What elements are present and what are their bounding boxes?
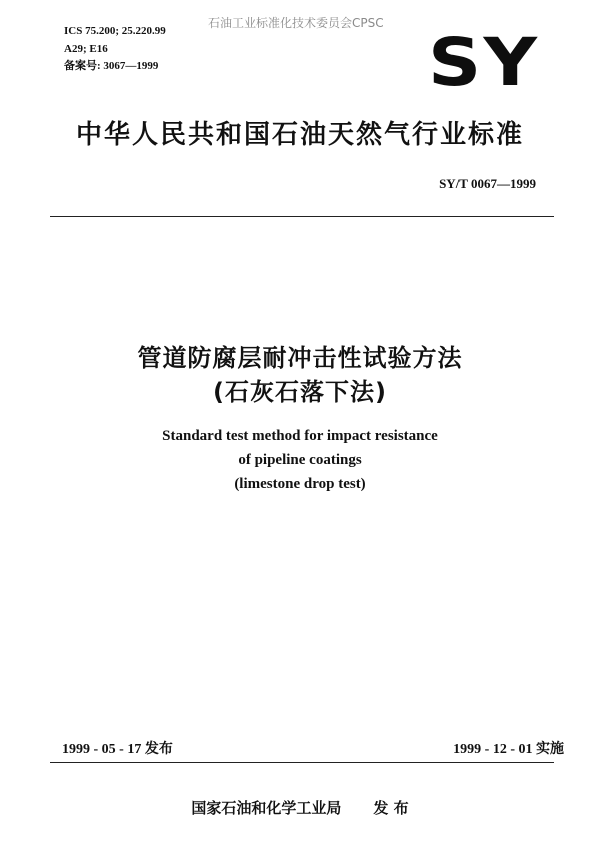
classification-code: A29; E16 [64,43,108,55]
title-en-line1: Standard test method for impact resistance [162,428,438,444]
issue-date: 1999 - 05 - 17 发布 [62,742,173,757]
record-number: 备案号: 3067—1999 [64,60,159,72]
footer-issuer [0,797,600,818]
ics-code: ICS 75.200; 25.220.99 [64,25,166,37]
header-divider [50,216,554,217]
footer-issuer-name: 国家石油和化学工业局 [191,799,342,817]
standard-code: SY/T 0067—1999 [439,176,536,191]
title-en-line3: (limestone drop test) [234,476,366,492]
watermark-text: 石油工业标准化技术委员会CPSC [208,16,384,30]
title-cn-line2: (石灰石落下法) [213,378,387,406]
sy-logo: SY [428,24,540,101]
issuer-title: 中华人民共和国石油天然气行业标准 [75,120,524,150]
footer-issuer-action: 发 布 [373,799,409,817]
title-en-line2: of pipeline coatings [238,452,362,468]
title-cn-line1: 管道防腐层耐冲击性试验方法 [137,344,463,372]
effective-date: 1999 - 12 - 01 实施 [453,742,564,757]
footer-divider [50,762,554,763]
